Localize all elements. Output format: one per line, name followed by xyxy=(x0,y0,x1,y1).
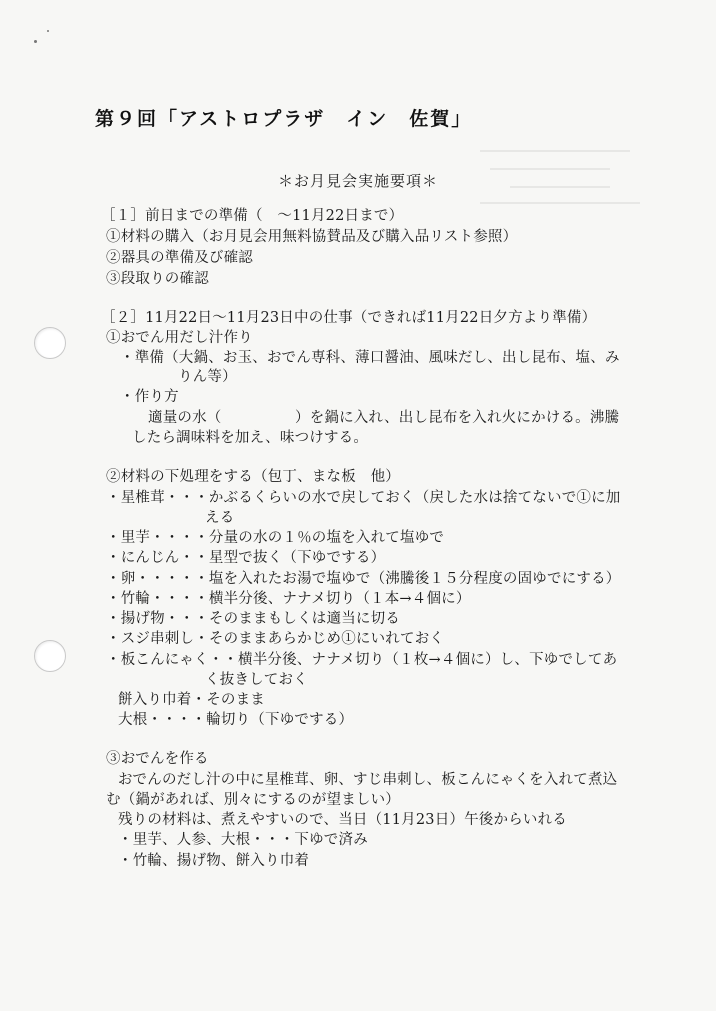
list-item: 餅入り巾着・そのまま xyxy=(118,692,265,708)
subsection-heading: ③おでんを作る xyxy=(106,751,209,767)
list-item: ・里芋、人参、大根・・・下ゆで済み xyxy=(118,832,368,848)
list-item: ・卵・・・・・塩を入れたお湯で塩ゆで（沸騰後１５分程度の固ゆでにする） xyxy=(106,571,621,587)
punch-hole xyxy=(34,640,66,672)
list-item: ・竹輪・・・・横半分後、ナナメ切り（１本→４個に） xyxy=(106,591,471,607)
list-item: 大根・・・・輪切り（下ゆでする） xyxy=(118,712,354,728)
list-item: ・準備（大鍋、お玉、おでん専科、薄口醤油、風味だし、出し昆布、塩、み xyxy=(120,350,620,366)
list-item-continuation: りん等） xyxy=(178,369,237,385)
list-item: ②器具の準備及び確認 xyxy=(106,250,253,266)
paper-speck xyxy=(34,40,37,43)
punch-hole xyxy=(34,327,66,359)
list-item-continuation: く抜きしておく xyxy=(205,672,308,688)
section-heading: ［１］前日までの準備（ ～11月22日まで） xyxy=(101,208,404,224)
list-item: ①材料の購入（お月見会用無料協賛品及び購入品リスト参照） xyxy=(106,229,518,245)
section-heading: ［２］11月22日～11月23日中の仕事（できれば11月22日夕方より準備） xyxy=(101,310,597,326)
list-item: ・里芋・・・・分量の水の１％の塩を入れて塩ゆで xyxy=(106,530,445,546)
paragraph-line: 残りの材料は、煮えやすいので、当日（11月23日）午後からいれる xyxy=(118,812,568,828)
list-item: ・板こんにゃく・・横半分後、ナナメ切り（１枚→４個に）し、下ゆでしてあ xyxy=(106,652,618,668)
document-title: 第９回「アストロプラザ イン 佐賀」 xyxy=(95,108,473,130)
list-item: ・スジ串刺し・そのままあらかじめ①にいれておく xyxy=(106,631,445,647)
list-item: ③段取りの確認 xyxy=(106,271,209,287)
list-item: ・作り方 xyxy=(120,389,179,405)
subsection-heading: ②材料の下処理をする（包丁、まな板 他） xyxy=(106,469,400,485)
document-subtitle: ＊お月見会実施要項＊ xyxy=(277,172,438,190)
subsection-heading: ①おでん用だし汁作り xyxy=(106,330,253,346)
paragraph-line: したら調味料を加え、味つけする。 xyxy=(132,430,369,446)
paragraph-line: おでんのだし汁の中に星椎茸、卵、すじ串刺し、板こんにゃくを入れて煮込 xyxy=(118,772,618,788)
list-item: ・にんじん・・星型で抜く（下ゆでする） xyxy=(106,550,386,566)
paragraph-line: む（鍋があれば、別々にするのが望ましい） xyxy=(106,792,400,808)
list-item: ・竹輪、揚げ物、餅入り巾着 xyxy=(118,853,310,869)
paper-speck xyxy=(47,30,49,32)
list-item: ・揚げ物・・・そのままもしくは適当に切る xyxy=(106,611,400,627)
list-item: ・星椎茸・・・かぶるくらいの水で戻しておく（戻した水は捨てないで①に加 xyxy=(106,490,621,506)
paragraph-line: 適量の水（ ）を鍋に入れ、出し昆布を入れ火にかける。沸騰 xyxy=(148,410,620,426)
list-item-continuation: える xyxy=(205,510,235,526)
